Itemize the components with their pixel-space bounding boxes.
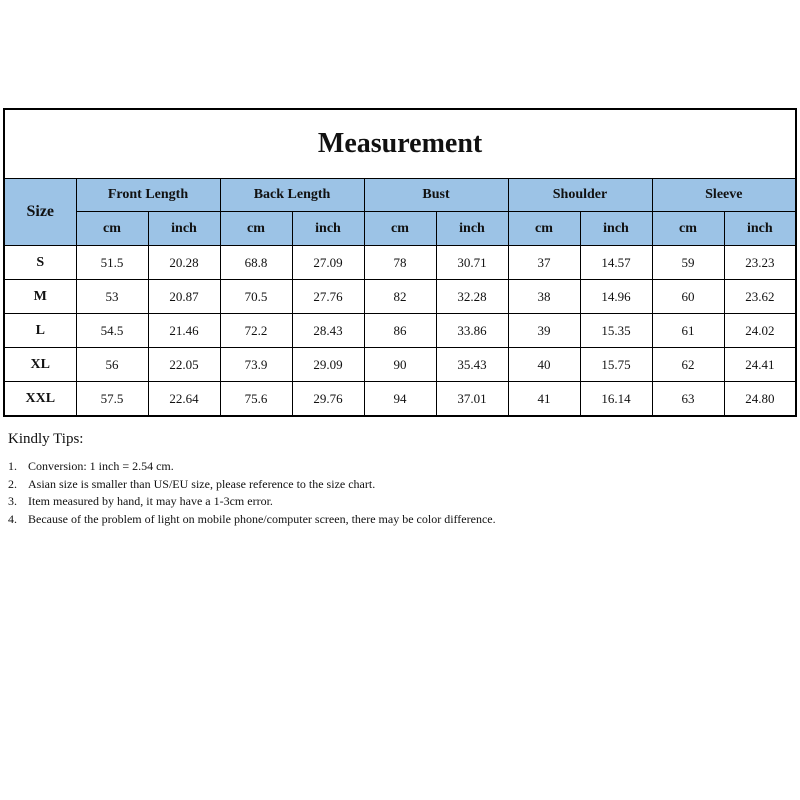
table-cell: 37 [508, 246, 580, 280]
table-cell: 35.43 [436, 348, 508, 382]
table-cell: 24.02 [724, 314, 796, 348]
list-item [8, 476, 508, 494]
tip-number: 4. [8, 511, 17, 526]
unit-header: cm [652, 212, 724, 246]
table-cell: 61 [652, 314, 724, 348]
table-cell: 78 [364, 246, 436, 280]
tip-number: 3. [8, 494, 17, 508]
table-cell: 27.09 [292, 246, 364, 280]
unit-header: cm [364, 212, 436, 246]
table-cell: 73.9 [220, 348, 292, 382]
table-cell: 70.5 [220, 280, 292, 314]
size-label: XXL [4, 382, 76, 417]
table-cell: 37.01 [436, 382, 508, 417]
table-cell: 20.28 [148, 246, 220, 280]
table-row [4, 348, 796, 382]
table-cell: 23.23 [724, 246, 796, 280]
unit-header: inch [724, 212, 796, 246]
table-cell: 23.62 [724, 280, 796, 314]
table-cell: 59 [652, 246, 724, 280]
tip-text: Because of the problem of light on mobile phone/computer screen, there may be color difference. [28, 511, 496, 526]
table-cell: 39 [508, 314, 580, 348]
table-cell: 90 [364, 348, 436, 382]
table-cell: 54.5 [76, 314, 148, 348]
table-cell: 24.41 [724, 348, 796, 382]
table-cell: 29.09 [292, 348, 364, 382]
table-cell: 29.76 [292, 382, 364, 417]
table-row [4, 314, 796, 348]
tips-title: Kindly Tips: [8, 431, 84, 447]
table-cell: 86 [364, 314, 436, 348]
table-cell: 15.75 [580, 348, 652, 382]
table-cell: 24.80 [724, 382, 796, 417]
size-column-header: Size [4, 179, 76, 246]
tip-text: Asian size is smaller than US/EU size, please reference to the size chart. [28, 476, 376, 491]
tip-text: Item measured by hand, it may have a 1-3cm error. [28, 494, 273, 508]
table-cell: 33.86 [436, 314, 508, 348]
table-cell: 22.05 [148, 348, 220, 382]
table-cell: 60 [652, 280, 724, 314]
list-item [8, 493, 508, 511]
table-cell: 75.6 [220, 382, 292, 417]
unit-header: inch [292, 212, 364, 246]
unit-header: cm [220, 212, 292, 246]
table-cell: 15.35 [580, 314, 652, 348]
group-header: Back Length [220, 179, 364, 212]
group-header: Shoulder [508, 179, 652, 212]
table-cell: 21.46 [148, 314, 220, 348]
table-cell: 63 [652, 382, 724, 417]
table-cell: 94 [364, 382, 436, 417]
table-cell: 14.96 [580, 280, 652, 314]
list-item [8, 458, 508, 476]
table-cell: 32.28 [436, 280, 508, 314]
table-cell: 41 [508, 382, 580, 417]
size-label: S [4, 246, 76, 280]
table-cell: 68.8 [220, 246, 292, 280]
size-label: L [4, 314, 76, 348]
table-cell: 22.64 [148, 382, 220, 417]
table-cell: 40 [508, 348, 580, 382]
table-cell: 28.43 [292, 314, 364, 348]
unit-header: inch [148, 212, 220, 246]
table-row [4, 280, 796, 314]
table-cell: 20.87 [148, 280, 220, 314]
list-item [8, 511, 508, 529]
table-cell: 82 [364, 280, 436, 314]
table-cell: 30.71 [436, 246, 508, 280]
size-label: M [4, 280, 76, 314]
table-cell: 72.2 [220, 314, 292, 348]
table-cell: 27.76 [292, 280, 364, 314]
table-cell: 51.5 [76, 246, 148, 280]
size-chart-table [3, 108, 797, 417]
tips-list [8, 458, 508, 528]
table-cell: 16.14 [580, 382, 652, 417]
size-label: XL [4, 348, 76, 382]
table-row [4, 246, 796, 280]
table-cell: 38 [508, 280, 580, 314]
table-cell: 62 [652, 348, 724, 382]
tip-text: Conversion: 1 inch = 2.54 cm. [28, 459, 174, 473]
table-cell: 56 [76, 348, 148, 382]
unit-header: inch [580, 212, 652, 246]
table-title: Measurement [4, 109, 796, 179]
table-cell: 57.5 [76, 382, 148, 417]
unit-header: cm [76, 212, 148, 246]
unit-header: inch [436, 212, 508, 246]
group-header: Front Length [76, 179, 220, 212]
tip-number: 2. [8, 476, 17, 491]
table-row [4, 382, 796, 417]
table-cell: 53 [76, 280, 148, 314]
table-cell: 14.57 [580, 246, 652, 280]
group-header: Bust [364, 179, 508, 212]
tip-number: 1. [8, 459, 17, 473]
kindly-tips [8, 431, 508, 528]
unit-header: cm [508, 212, 580, 246]
group-header: Sleeve [652, 179, 796, 212]
